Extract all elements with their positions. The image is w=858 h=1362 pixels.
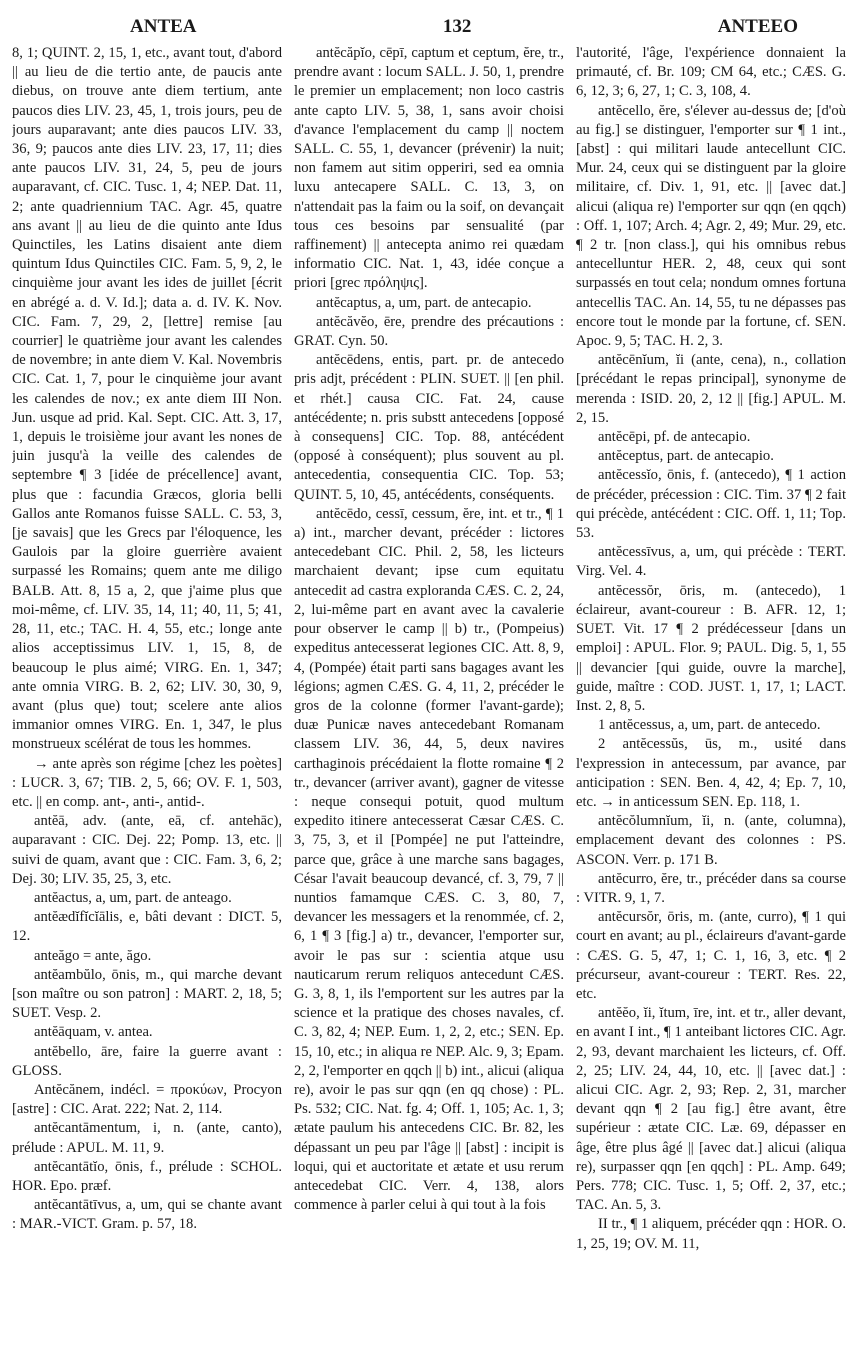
dictionary-entry: antĕcaptus, a, um, part. de antecapio. bbox=[316, 294, 532, 311]
dictionary-entry: antĕcantātĭo, ōnis, f., prélude : SCHOL. HOR. Epo. præf. bbox=[12, 1158, 282, 1194]
dictionary-entry: antĕā, adv. (ante, eā, cf. antehāc), auparavant : CIC. Dej. 22; Pomp. 13, etc. || suivi de quam, avant que : CIC. Fam. 3, 6, 2; Dej. 30; LIV. 35, 25, 3, etc. bbox=[12, 813, 282, 887]
column-1 bbox=[12, 44, 282, 1354]
dictionary-entry: l'autorité, l'âge, l'expérience donnaient la primauté, cf. Br. 109; CM 64, etc.; CÆS. G. 6, 12, 3; 6, 27, 1; C. 3, 108, 4. bbox=[576, 45, 846, 100]
dictionary-entry: → ante après son régime [chez les poètes] : LUCR. 3, 67; TIB. 2, 5, 66; OV. F. 1, 503, etc. || en comp. ant-, anti-, antid-. bbox=[12, 755, 282, 810]
column-2 bbox=[294, 44, 564, 1354]
dictionary-entry: antĕāquam, v. antea. bbox=[34, 1024, 153, 1041]
columns bbox=[12, 44, 846, 1354]
dictionary-entry: antĕcăpĭo, cēpī, captum et ceptum, ĕre, tr., prendre avant : locum SALL. J. 50, 1, prendre le premier un emplacement; non loco castris ante capto LIV. 5, 38, 1, sans avoir choisi d'avance l'emplacement du camp || noctem SALL. C. 55, 1, devancer (prévenir) la nuit; non famem aut sitim opperiri, sed ea omnia luxu antecapere SALL. C. 13, 3, on n'attendait pas la faim ou la soif, on devançait tous ces besoins par sensualité (par raffinement) || antecepta animo rei quædam informatio CIC. Nat. 1, 43, idée conçue a priori [grec πρόληψις]. bbox=[294, 45, 564, 292]
dictionary-entry: antĕcurro, ĕre, tr., précéder dans sa course : VITR. 9, 1, 7. bbox=[576, 870, 846, 906]
dictionary-entry: antĕcăvĕo, ēre, prendre des précautions : GRAT. Cyn. 50. bbox=[294, 313, 564, 350]
dictionary-entry: antĕactus, a, um, part. de anteago. bbox=[34, 889, 232, 906]
dictionary-entry: antĕbello, āre, faire la guerre avant : GLOSS. bbox=[12, 1043, 282, 1079]
dictionary-entry: antĕcēnĭum, ĭi (ante, cena), n., collation [précédant le repas principal], synonyme de merenda : ISID. 20, 2, 12 || [fig.] APUL. M. 2, 15. bbox=[576, 352, 846, 426]
dictionary-entry: 2 antĕcessŭs, ūs, m., usité dans l'expression in antecessum, par avance, par anticipation : SEN. Ben. 4, 42, 4; Ep. 7, 10, etc. → in anticessum SEN. Ep. 118, 1. bbox=[576, 736, 846, 810]
dictionary-entry: anteăgo = ante, ăgo. bbox=[34, 947, 152, 964]
dictionary-entry: antĕcŏlumnĭum, ĭi, n. (ante, columna), emplacement devant des colonnes : PS. ASCON. Verr. p. 171 B. bbox=[576, 813, 846, 868]
dictionary-entry: II tr., ¶ 1 aliquem, précéder qqn : HOR. O. 1, 25, 19; OV. M. 11, bbox=[576, 1216, 846, 1252]
dictionary-entry: 8, 1; QUINT. 2, 15, 1, etc., avant tout, d'abord || au lieu de die tertio ante, de paucis ante diebus, on trouve ante diem tertium, ante paucos dies LIV. 23, 45, 1, trois jours, peu de jours auparavant; ante dies paucos LIV. 33, 36, 9; paucos ante dies LIV. 23, 17, 11; dies ante paucos LIV. 31, 24, 5, peu de jours auparavant, cf. CIC. Tusc. 1, 4; NEP. Dat. 11, 2; ante quadriennium TAC. Agr. 45, quatre ans avant || au lieu de die quinto ante Idus Quinctiles, les Latins disaient ante diem quintum Idus Quinctiles CIC. Fam. 5, 9, 2, le cinquième jour avant les ides de juillet [écrit en abrégé a. d. V. Id.]; data a. d. IV. K. Nov. CIC. Fam. 7, 29, 2, [lettre] remise [au courrier] le quatrième jour avant les calendes de novembre; in ante diem V. Kal. Novembris CIC. Cat. 1, 7, pour le cinquième jour avant les calendes de nov.; ex ante diem III Non. Jun. usque ad prid. Kal. Sept. CIC. Att. 3, 17, 1, depuis le troisième jour avant les nones de juin jusqu'à la veille des calendes de septembre ¶ 3 [idée de précellence] avant, plus que : facundia Græcos, gloria belli Gallos ante Romanos fuisse SALL. C. 53, 3, [je savais] que les Grecs par l'éloquence, les Gaulois par la gloire guerrière avaient surpassé les Romains; quem ante me diligo BALB. Att. 8, 15 a, 2, que j'aime plus que moi-même, cf. LIV. 35, 14, 11; 40, 11, 5; 41, 28, 11, etc.; TAC. H. 4, 55, etc.; longe ante alios acceptissimus LIV. 1, 15, 8, de beaucoup le plus aimé; VIRG. En. 1, 347; ante omnia VIRG. B. 2, 62; LIV. 30, 30, 9, avant (plus que) tout; scelere ante alios immanior omnes VIRG. En. 1, 347, le plus monstrueux scélérat de tous les hommes. bbox=[12, 45, 282, 753]
dictionary-entry: antĕceptus, part. de antecapio. bbox=[598, 448, 774, 465]
page-number: 132 bbox=[442, 16, 472, 37]
dictionary-entry: antĕambŭlo, ōnis, m., qui marche devant [son maître ou son patron] : MART. 2, 18, 5; SUET. Vesp. 2. bbox=[12, 966, 282, 1022]
dictionary-entry: antĕcursŏr, ōris, m. (ante, curro), ¶ 1 qui court en avant; au pl., éclaireurs d'avant-garde : CÆS. G. 5, 47, 1; C. 1, 16, 3, etc. ¶ 2 précurseur, avant-coureur : TERT. Res. 22, etc. bbox=[576, 909, 846, 1002]
dictionary-entry: antĕĕo, ĭi, ĭtum, īre, int. et tr., aller devant, en avant I int., ¶ 1 anteibant lictores CIC. Agr. 2, 93, devant marchaient les licteurs, cf. Off. 2, 25; LIV. 24, 44, 10, etc. || [avec dat.] : alicui CIC. Agr. 2, 93; Rep. 2, 31, marcher devant qqn ¶ 2 [au fig.] être avant, être supérieur : ætate CIC. Læ. 69, dépasser en âge, être plus âgé || [avec dat.] alicui (aliqua re), surpasser qqn [en qqch] : PL. Amp. 649; Pers. 778; CIC. Tusc. 1, 5; Off. 2, 37, etc.; TAC. An. 5, 3. bbox=[576, 1005, 846, 1214]
dictionary-entry: antĕcello, ĕre, s'élever au-dessus de; [d'où au fig.] se distinguer, l'emporter sur ¶ 1 int., [abst] : qui militari laude antecellunt CIC. Mur. 24, ceux qui se distinguent par la gloire militaire, cf. Div. 1, 91, etc. || [avec dat.] alicui (aliqua re) l'emporter sur qqn (en qqch) : Off. 1, 107; Arch. 4; Agr. 2, 49; Mur. 29, etc. ¶ 2 tr. [non class.], qui his omnibus rebus antecelluntur HER. 2, 48, ceux qui sont surpassés en tout cela; nondum omnes fortuna antecellis TAC. An. 14, 55, tu ne dépasses pas encore tout le monde par la fortune, cf. SEN. Apoc. 9, 5; TAC. H. 2, 3. bbox=[576, 102, 846, 350]
dictionary-entry: antĕcēdens, entis, part. pr. de antecedo pris adjt, précédent : PLIN. SUET. || [en phil. et rhét.] causa CIC. Fat. 24, cause antécédente; n. pris substt antecedens [opposé à consequens] CIC. Top. 88, antécédent (opposé à conséquent); plus souvent au pl. antecedentia, consequentia CIC. Top. 53; QUINT. 5, 10, 45, antécédents, conséquents. bbox=[294, 352, 564, 503]
dictionary-entry: 1 antĕcessus, a, um, part. de antecedo. bbox=[598, 717, 821, 734]
header-right-word: ANTEEO bbox=[717, 16, 798, 37]
dictionary-entry: antĕcessīvus, a, um, qui précède : TERT. Virg. Vel. 4. bbox=[576, 544, 846, 580]
dictionary-entry: antĕædĭfĭcĭālis, e, bâti devant : DICT. 5, 12. bbox=[12, 909, 282, 945]
running-header bbox=[12, 10, 846, 44]
column-3 bbox=[576, 44, 846, 1354]
dictionary-entry: antĕcēpi, pf. de antecapio. bbox=[598, 429, 751, 446]
dictionary-entry: antĕcantātīvus, a, um, qui se chante avant : MAR.-VICT. Gram. p. 57, 18. bbox=[12, 1197, 282, 1233]
dictionary-entry: antĕcessĭo, ōnis, f. (antecedo), ¶ 1 action de précéder, précession : CIC. Tim. 37 ¶ 2 fait qui précède, antécédent : CIC. Off. 1, 11; Top. 53. bbox=[576, 467, 846, 542]
header-left-word: ANTEA bbox=[130, 16, 197, 37]
dictionary-entry: Antĕcănem, indécl. = προκύων, Procyon [astre] : CIC. Arat. 222; Nat. 2, 114. bbox=[12, 1081, 282, 1118]
dictionary-entry: antĕcēdo, cessī, cessum, ĕre, int. et tr., ¶ 1 a) int., marcher devant, précéder : lictores antecedebant CIC. Phil. 2, 58, les licteurs marchaient devant; ipse cum equitatu antecedit ad castra exploranda CÆS. C. 2, 24, 2, lui-même part en avant avec la cavalerie pour observer le camp || b) tr., (Pompeius) expeditus antecesserat legiones CIC. Att. 8, 9, 4, (Pompée) était parti sans bagages avant les légions; agmen CÆS. G. 4, 11, 2, précéder le gros de la colonne (former l'avant-garde); duæ Punicæ naves antecedebant Romanam classem LIV. 36, 44, 5, deux navires carthaginois précédaient la flotte romaine ¶ 2 tr., devancer (arriver avant), gagner de vitesse : neque consequi potuit, quod multum expedito itinere antecesserat Cæsar CÆS. C. 3, 75, 3, et il [Pompée] ne put l'atteindre, parce que, grâce à une marche sans bagages, César l'avait beaucoup devancé, cf. 3, 79, 7 || nuntios famamque CÆS. C. 3, 80, 7, devancer les messagers et la renommée, cf. 2, 6, 1 ¶ 3 [fig.] a) tr., devancer, l'emporter sur, avoir le pas sur : scientia atque usu nauticarum rerum reliquos antecedunt CÆS. G. 3, 8, 1, ils l'emportent sur les autres par la science et la pratique des choses navales, cf. C. 3, 82, 4; NEP. Eum. 1, 2, 2, etc.; SEN. Ep. 15, 10, etc.; in aliqua re NEP. Alc. 9, 3; Epam. 2, 2, l'emporter en qqch || b) int., alicui (aliqua re), avoir le pas sur qqn (en qq chose) : PL. Ps. 532; CIC. Nat. fg. 4; Off. 1, 105; Ac. 1, 3; ætate paulum his antecedens CIC. Br. 82, les dépassant un peu par l'âge || [abst] : incipit is loqui, qui et auctoritate et ætate et usu rerum antecedebat CIC. Verr. 4, 138, alors commence à parler celui à qui tout à la fois bbox=[294, 505, 564, 1214]
dictionary-entry: antĕcantāmentum, i, n. (ante, canto), prélude : APUL. M. 11, 9. bbox=[12, 1120, 282, 1156]
dictionary-entry: antĕcessŏr, ōris, m. (antecedo), 1 éclaireur, avant-coureur : B. AFR. 12, 1; SUET. Vit. 17 ¶ 2 prédécesseur [dans un emploi] : APUL. Flor. 9; PAUL. Dig. 5, 1, 55 || devancier [qui guide, ouvre la marche], guide, maître : COD. JUST. 1, 17, 1; LACT. Inst. 2, 8, 5. bbox=[576, 582, 846, 714]
